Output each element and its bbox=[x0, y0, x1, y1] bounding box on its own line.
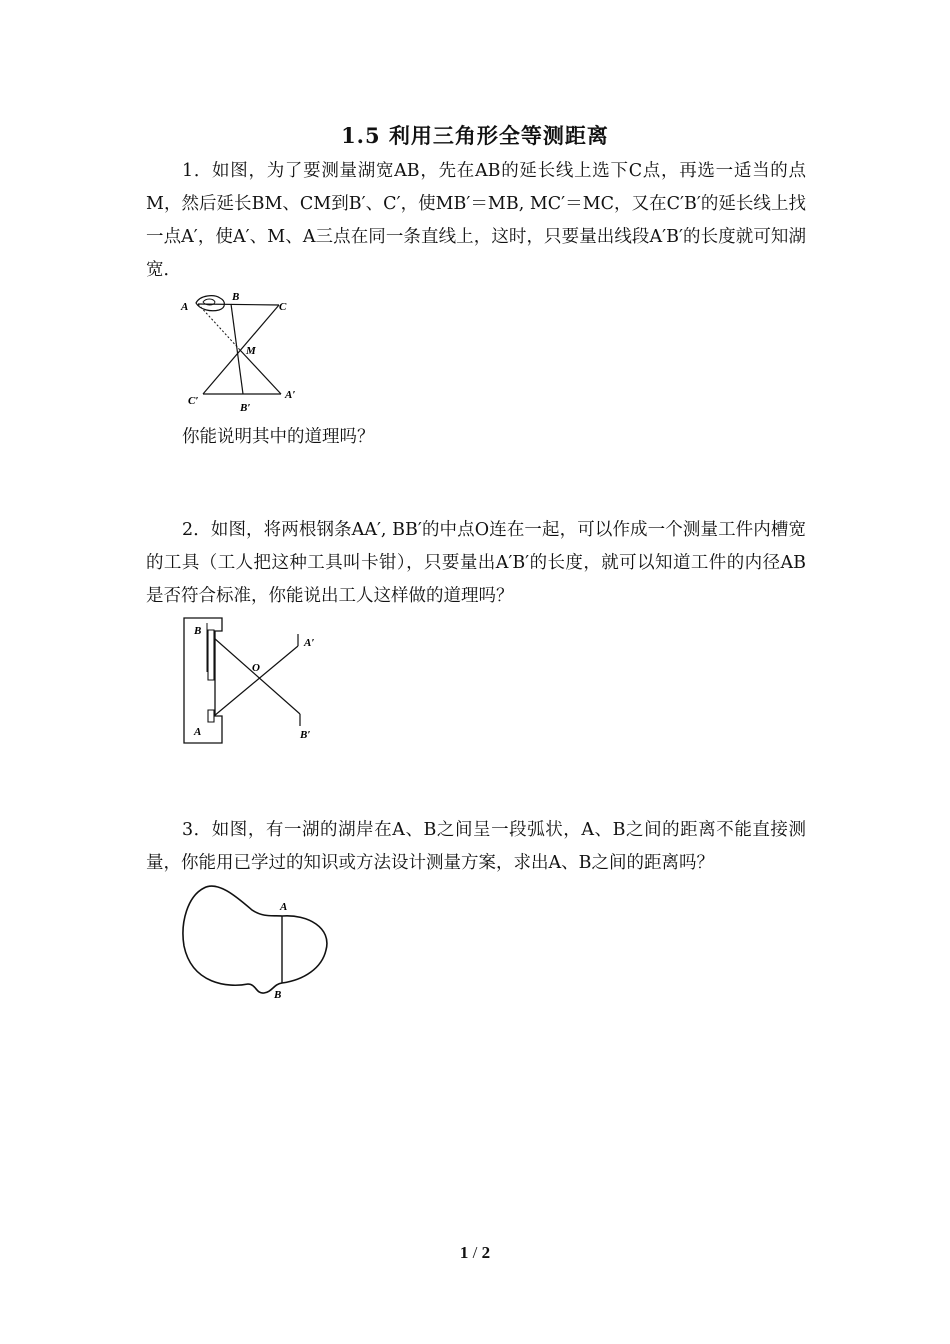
label-A-prime: A′ bbox=[304, 637, 315, 649]
label-B: B bbox=[194, 625, 202, 637]
label-O: O bbox=[252, 662, 260, 674]
label-B: B bbox=[274, 989, 282, 1001]
page-number bbox=[0, 1243, 950, 1263]
figure-2-calipers bbox=[180, 614, 320, 748]
label-C: C bbox=[279, 301, 287, 313]
figure-1-lake-triangles bbox=[176, 288, 306, 418]
figure-3-lake-arc bbox=[178, 880, 334, 1006]
page-title: 1.5 利用三角形全等测距离 bbox=[341, 123, 609, 148]
question-1-ask: 你能说明其中的道理吗？ bbox=[182, 427, 375, 447]
label-A: A bbox=[280, 901, 288, 913]
label-B-prime: B′ bbox=[240, 402, 251, 414]
label-A-prime: A′ bbox=[285, 389, 296, 401]
label-M: M bbox=[246, 345, 256, 357]
label-B-prime: B′ bbox=[300, 729, 311, 741]
label-A: A bbox=[194, 726, 202, 738]
question-1-text: 1．如图，为了要测量湖宽AB，先在AB的延长线上选下C点，再选一适当的点M，然后延长BM、CM到B′、C′，使MB′＝MB, MC′＝MC，又在C′B′的延长线上找一点A′，使A′、M、A三点在同一条直线上，这时，只要量出线段A′B′的长度就可知湖宽． bbox=[146, 161, 806, 280]
label-A: A bbox=[181, 301, 189, 313]
page-current: 1 bbox=[459, 1243, 469, 1262]
label-C-prime: C′ bbox=[188, 395, 199, 407]
question-3-text: 3．如图，有一湖的湖岸在A、B之间呈一段弧状，A、B之间的距离不能直接测量，你能用已学过的知识或方法设计测量方案，求出A、B之间的距离吗？ bbox=[146, 820, 806, 873]
label-B: B bbox=[232, 291, 240, 303]
page-separator: / bbox=[472, 1243, 478, 1262]
question-2-text: 2．如图，将两根钢条AA′, BB′的中点O连在一起，可以作成一个测量工件内槽宽的工具（工人把这种工具叫卡钳），只要量出A′B′的长度，就可以知道工件的内径AB是否符合标准，你能说出工人这样做的道理吗？ bbox=[146, 520, 806, 606]
page-total: 2 bbox=[481, 1243, 491, 1262]
